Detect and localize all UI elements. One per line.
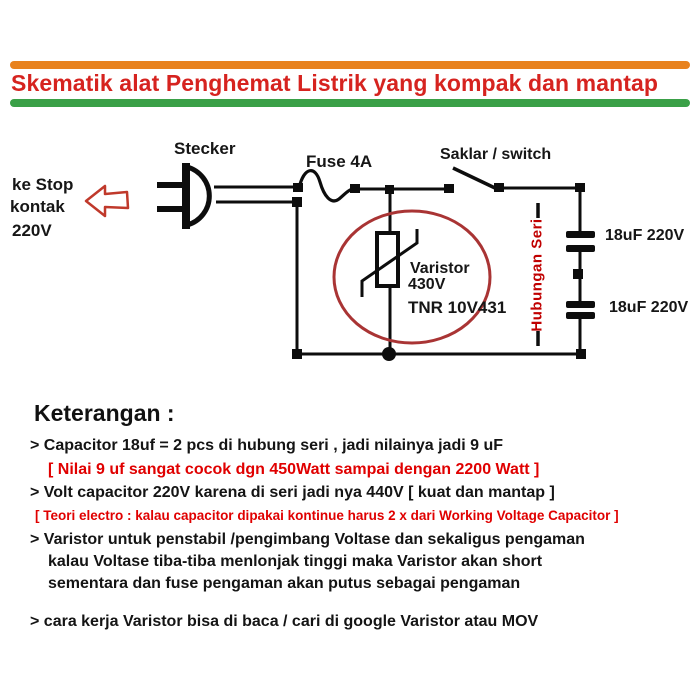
capacitor-top-symbol	[566, 231, 595, 252]
capacitor-bottom-label: 18uF 220V	[609, 299, 689, 316]
note-line: [ Teori electro : kalau capacitor dipakai kontinue harus 2 x dari Working Voltage Capacitor ]	[35, 508, 619, 523]
notes-heading: Keterangan :	[34, 400, 175, 426]
plug-label: Stecker	[174, 139, 236, 158]
note-line: > cara kerja Varistor bisa di baca / cari di google Varistor atau MOV	[30, 613, 539, 630]
plug-icon	[157, 163, 209, 229]
switch-symbol	[453, 168, 495, 188]
fuse-label: Fuse 4A	[306, 152, 373, 171]
capacitor-bottom-symbol	[566, 301, 595, 319]
varistor-name-label: Varistor	[410, 260, 470, 277]
series-connection-label: Hubungan Seri	[528, 218, 546, 332]
switch-label: Saklar / switch	[440, 146, 552, 163]
source-label-line2: kontak	[10, 197, 65, 216]
source-label-line1: ke Stop	[12, 175, 74, 194]
left-arrow-icon	[86, 186, 128, 216]
note-line: sementara dan fuse pengaman akan putus sebagai pengaman	[48, 575, 521, 592]
note-line: > Capacitor 18uf = 2 pcs di hubung seri , jadi nilainya jadi 9 uF	[30, 437, 504, 454]
note-line: > Varistor untuk penstabil /pengimbang Voltase dan sekaligus pengaman	[30, 531, 585, 548]
note-line: [ Nilai 9 uf sangat cocok dgn 450Watt sampai dengan 2200 Watt ]	[48, 461, 540, 478]
fuse-symbol	[299, 171, 354, 201]
page-title: Skematik alat Penghemat Listrik yang kompak dan mantap	[11, 70, 659, 96]
capacitor-top-label: 18uF 220V	[605, 227, 685, 244]
varistor-part-label: TNR 10V431	[408, 298, 507, 317]
varistor-voltage-label: 430V	[408, 276, 446, 293]
note-line: kalau Voltase tiba-tiba menlonjak tinggi maka Varistor akan short	[48, 553, 543, 570]
note-line: > Volt capacitor 220V karena di seri jadi nya 440V [ kuat dan mantap ]	[30, 484, 555, 501]
source-label-line3: 220V	[12, 221, 52, 240]
